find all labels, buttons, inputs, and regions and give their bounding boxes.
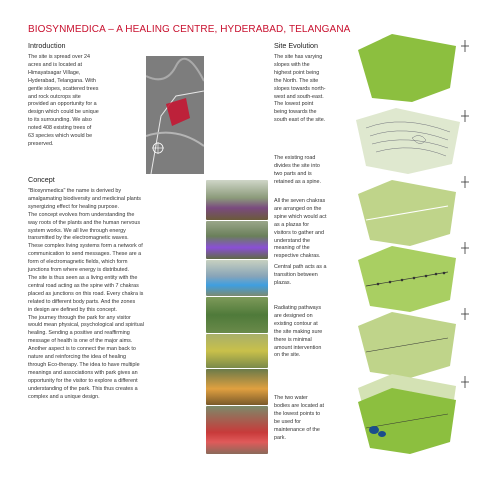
site-evolution-line: there is minimal (274, 336, 312, 343)
site-evolution-line: Central path acts as a (274, 264, 327, 270)
concept-line: transmitted by the electromagnetic waves. (28, 235, 129, 242)
site-evolution-heading: Site Evolution (274, 41, 318, 50)
site-evolution-line: plazas. (274, 279, 292, 286)
concept-line: message of health is one of the major aims. (28, 338, 133, 345)
site-evolution-text-5 (274, 305, 348, 360)
concept-line: in design are defined by this concept. (28, 306, 118, 313)
site-evolution-line: are designed on (274, 312, 313, 319)
chakra-photo (206, 334, 268, 368)
site-evolution-line: slopes with the (274, 61, 310, 68)
introduction-text (28, 54, 142, 149)
introduction-line: gentle slopes, scattered trees (28, 85, 99, 92)
site-evolution-line: meaning of the (274, 245, 310, 252)
concept-line: understanding of the park. This thus creates a (28, 385, 138, 392)
chakra-photo (206, 369, 268, 405)
site-evolution-line: The existing road (274, 155, 316, 161)
site-evolution-line: south east of the site. (274, 117, 326, 124)
concept-line: "Biosynmedica" the name is derived by (28, 188, 122, 194)
introduction-line: Himayatsagar Village, (28, 69, 81, 76)
chakra-photo (206, 406, 268, 454)
introduction-line: noted 408 existing trees of (28, 125, 92, 132)
site-evolution-line: as a plazas for (274, 221, 310, 228)
site-evolution-line: All the seven chakras (274, 198, 326, 204)
introduction-line: The site is spread over 24 (28, 54, 91, 60)
concept-line: nature and reinforcing the idea of healing (28, 354, 127, 361)
site-evolution-line: divides the site into (274, 162, 320, 169)
page-title: BIOSYNMEDICA – A HEALING CENTRE, HYDERABAD, TELANGANA (28, 24, 351, 35)
concept-line: communication to send messages. These are a (28, 251, 142, 258)
concept-line: through Eco-therapy. The idea to have multiple (28, 361, 140, 368)
site-evolution-line: bodies are located at (274, 402, 325, 409)
chakra-photo (206, 180, 268, 220)
concept-line: The concept evolves from understanding the (28, 211, 135, 218)
introduction-heading: Introduction (28, 41, 66, 50)
concept-line: meanings and associations with park gives an (28, 369, 138, 376)
site-evolution-line: retained as a spine. (274, 178, 322, 185)
site-evolution-line: transition between (274, 271, 318, 278)
concept-line: would mean physical, psychological and spiritual (28, 322, 144, 329)
north-arrow-icon (458, 36, 472, 456)
concept-line: Another aspect is to connect the man back to (28, 346, 136, 353)
introduction-line: preserved. (28, 140, 54, 147)
site-evolution-line: amount intervention (274, 344, 322, 351)
site-evolution-line: slopes towards north- (274, 85, 326, 92)
concept-line: amalgamating biodiversity and medicinal plants (28, 195, 141, 202)
site-evolution-line: are arranged on the (274, 205, 322, 212)
concept-line: opportunity for the visitor to explore a different (28, 377, 138, 384)
site-evolution-text-4 (274, 264, 348, 288)
site-evolution-line: Radiating pathways (274, 305, 322, 311)
introduction-line: to its surrounding. We also (28, 117, 92, 124)
site-evolution-diagram-water (352, 386, 462, 456)
concept-line: healing. Sending a positive and reaffirming (28, 330, 130, 337)
site-evolution-line: visitors to gather and (274, 229, 325, 236)
introduction-line: provided an opportunity for a (28, 101, 97, 108)
chakra-photo (206, 221, 268, 259)
site-location-map (146, 56, 204, 174)
introduction-line: and rock outcrops site (28, 93, 81, 100)
concept-line: junctions from where energy is distributed. (28, 267, 129, 274)
site-evolution-text-3 (274, 198, 348, 261)
concept-line: system works. We all live through energy (28, 227, 126, 234)
site-evolution-line: existing contour at (274, 320, 318, 327)
concept-line: synergizing effect for healing purpose. (28, 203, 119, 210)
concept-line: placed as junctions on this road. Every chakra is (28, 290, 144, 297)
site-evolution-line: spine which would act (274, 213, 327, 220)
site-evolution-line: The lowest point (274, 101, 314, 108)
site-evolution-line: respective chakras. (274, 253, 321, 260)
concept-heading: Concept (28, 175, 55, 184)
concept-line: form of electromagnetic fields, which form (28, 259, 128, 266)
introduction-line: design which could be unique (28, 109, 99, 116)
site-evolution-line: The site has varying (274, 54, 323, 60)
concept-line: central road acting as the spine with 7 chakras (28, 282, 139, 289)
concept-line: These complex living systems form a network of (28, 243, 143, 250)
site-evolution-line: on the site. (274, 352, 301, 359)
site-evolution-line: understand the (274, 237, 310, 244)
site-evolution-line: two parts and is (274, 170, 312, 177)
introduction-line: Hyderabad, Telangana. With (28, 77, 96, 84)
chakra-photo (206, 260, 268, 296)
concept-line: The site is thus seen as a living entity with the (28, 274, 138, 281)
site-evolution-line: highest point being (274, 69, 320, 76)
site-evolution-text-2 (274, 155, 348, 187)
site-evolution-text-6 (274, 395, 348, 442)
concept-line: complex and a unique design. (28, 393, 100, 400)
site-evolution-text-1 (274, 54, 348, 125)
site-evolution-line: being towards the (274, 109, 317, 116)
site-evolution-line: the site making sure (274, 328, 323, 335)
site-plan-diagram (146, 56, 204, 174)
introduction-line: acres and is located at (28, 61, 82, 68)
site-evolution-line: The two water (274, 395, 308, 401)
concept-line: related to different body parts. And the zones (28, 298, 136, 305)
site-evolution-line: west and south-east. (274, 93, 324, 100)
site-evolution-line: the lowest points to (274, 410, 321, 417)
concept-line: way roots of the plants and the human nervous (28, 219, 141, 226)
site-evolution-line: maintenance of the (274, 426, 320, 433)
concept-text (28, 188, 204, 401)
site-evolution-line: be used for (274, 418, 301, 425)
site-evolution-line: the North. The site (274, 77, 319, 84)
chakra-photo (206, 297, 268, 333)
concept-line: The journey through the park for any visitor (28, 314, 131, 321)
introduction-line: 63 species which would be (28, 133, 93, 140)
site-evolution-line: park. (274, 434, 286, 441)
